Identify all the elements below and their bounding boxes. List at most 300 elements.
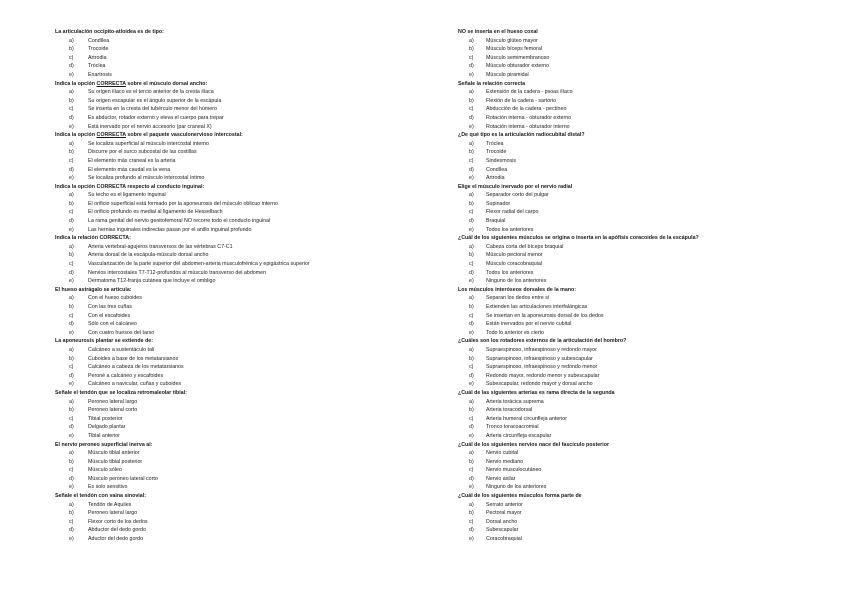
option-letter: c)	[69, 261, 74, 268]
option-letter: c)	[469, 467, 474, 474]
option-letter: e)	[69, 432, 74, 439]
option-text: Redondo mayor, redondo menor y subescapular	[486, 372, 600, 379]
option-text: Está inervado por el nervio accesorio (par craneal X)	[88, 123, 212, 130]
question-title-part: Indica la opción	[55, 80, 97, 87]
answer-option	[458, 380, 833, 389]
option-text: Cuboides a base de los metatarsianos	[88, 355, 179, 362]
option-letter: b)	[69, 200, 74, 207]
option-letter: c)	[469, 518, 474, 525]
option-letter: a)	[469, 501, 474, 508]
answer-option	[458, 277, 833, 286]
left-column	[55, 28, 415, 544]
option-text: Músculo semimembranoso	[486, 54, 550, 61]
option-text: Peroneo lateral largo	[88, 398, 138, 405]
option-text: Trocoide	[486, 149, 507, 156]
option-text: Con el escafoides	[88, 312, 131, 319]
question-title-part: Indica la opción	[55, 132, 97, 139]
option-letter: c)	[469, 209, 474, 216]
option-text: Es solo sensitivo	[88, 484, 128, 491]
question-title: La aponeurosis plantar se extiende de:	[55, 338, 154, 345]
answer-option	[55, 123, 415, 132]
option-letter: c)	[469, 312, 474, 319]
option-text: Todos los anteriores	[486, 269, 534, 276]
question-title: NO se inserta en el hueso coxal	[458, 29, 538, 35]
answer-option	[458, 251, 833, 260]
option-letter: c)	[69, 415, 74, 422]
question-title: ¿Cuál de las siguientes arterias es rama directa de la segunda	[458, 389, 615, 396]
option-text: La rama genital del nervio genitofemoral NO recorre todo el conducto inguinal	[88, 218, 271, 225]
question-title: ¿De qué tipo es la articulación radiocubital distal?	[458, 132, 585, 139]
option-letter: d)	[69, 269, 74, 276]
option-text: Abductor del dedo gordo	[88, 527, 147, 534]
answer-option	[55, 226, 415, 235]
answer-option	[458, 62, 833, 71]
option-letter: b)	[69, 97, 74, 104]
option-letter: a)	[469, 140, 474, 147]
option-letter: e)	[69, 484, 74, 491]
answer-option	[55, 208, 415, 217]
answer-option	[55, 260, 415, 269]
option-text: Peroné a calcáneo y escafoides	[88, 372, 164, 379]
option-letter: a)	[469, 37, 474, 44]
answer-option	[458, 54, 833, 63]
answer-option	[55, 97, 415, 106]
option-text: Peroneo lateral largo	[88, 510, 138, 517]
answer-option	[55, 483, 415, 492]
option-letter: d)	[69, 527, 74, 534]
option-letter: a)	[69, 89, 74, 96]
option-text: Músculo peroneo lateral corto	[88, 475, 158, 482]
option-letter: c)	[469, 157, 474, 164]
option-letter: b)	[469, 304, 474, 310]
question-title-emphasis: CORRECTA	[96, 132, 126, 139]
answer-option	[458, 45, 833, 54]
option-letter: c)	[69, 209, 74, 216]
answer-option	[55, 269, 415, 278]
answer-option	[458, 208, 833, 217]
answer-option	[55, 45, 415, 54]
option-letter: c)	[69, 467, 74, 474]
answer-option	[55, 174, 415, 183]
option-letter: a)	[69, 450, 74, 457]
option-letter: b)	[469, 46, 474, 53]
option-text: Su techo es el ligamento inguinal	[88, 192, 166, 199]
option-letter: d)	[69, 218, 74, 225]
option-letter: b)	[469, 510, 474, 517]
option-text: Tróclea	[486, 140, 504, 147]
option-text: Supraespinoso, infraespinoso y subescapular	[486, 355, 593, 362]
answer-option	[55, 380, 415, 389]
option-letter: b)	[469, 458, 474, 465]
answer-option	[458, 71, 833, 80]
option-letter: a)	[469, 89, 474, 96]
option-text: Rotación interna - obturador externo	[486, 114, 572, 121]
answer-option	[458, 294, 833, 303]
answer-option	[55, 114, 415, 123]
answer-option	[55, 398, 415, 407]
option-letter: e)	[469, 536, 474, 543]
option-text: Condílea	[486, 166, 508, 173]
answer-option	[55, 166, 415, 175]
option-letter: d)	[469, 372, 474, 379]
question-title: Indica la opción CORRECTA respecto al conducto inguinal:	[55, 183, 205, 190]
option-text: Serrato anterior	[486, 501, 523, 508]
option-text: Peroneo lateral corto	[88, 407, 138, 414]
option-text: Sólo con el calcáneo	[88, 321, 137, 328]
answer-option	[55, 423, 415, 432]
option-text: Tendón de Aquiles	[88, 501, 132, 508]
answer-option	[55, 88, 415, 97]
answer-option	[55, 432, 415, 441]
option-text: Flexión de la cadera - sartorio	[486, 97, 557, 104]
option-letter: b)	[469, 149, 474, 156]
option-text: Artrodia	[486, 175, 505, 182]
answer-option	[55, 509, 415, 518]
option-letter: e)	[469, 329, 474, 336]
option-letter: b)	[469, 407, 474, 414]
option-letter: d)	[69, 321, 74, 328]
option-text: Calcáneo a cabeza de los metatarsianos	[88, 364, 184, 371]
option-text: Arteria dorsal de la escápula-músculo dorsal ancho	[88, 252, 209, 259]
answer-option	[458, 329, 833, 338]
option-letter: e)	[469, 123, 474, 130]
answer-option	[55, 303, 415, 312]
option-text: Tróclea	[88, 63, 106, 70]
option-text: Todo lo anterior es cierto	[486, 329, 545, 336]
option-letter: a)	[69, 37, 74, 44]
option-letter: d)	[469, 424, 474, 431]
option-letter: b)	[469, 252, 474, 259]
answer-option	[55, 449, 415, 458]
option-letter: d)	[69, 63, 74, 70]
option-text: Tibial posterior	[88, 415, 123, 422]
question-title-part: sobre el músculo dorsal ancho:	[125, 80, 208, 87]
answer-option	[55, 363, 415, 372]
option-letter: d)	[69, 424, 74, 431]
option-text: Dermatoma T12-franja cutánea que incluye el ombligo	[88, 278, 216, 285]
answer-option	[458, 191, 833, 200]
question-title: La articulación occipito-atloidea es de tipo:	[55, 29, 164, 35]
option-text: Con las tres cuñas	[88, 304, 132, 310]
option-letter: b)	[69, 355, 74, 362]
option-letter: e)	[469, 71, 474, 78]
question-title: ¿Cuál de los siguientes nervios nace del fascículo posterior	[458, 441, 610, 448]
question-title: ¿Cuál de los siguientes músculos forma parte de	[458, 493, 582, 500]
option-text: Supraespinoso, infraespinoso y redondo mayor	[486, 346, 598, 353]
option-text: Tronco toracoacromial	[486, 424, 539, 431]
option-letter: e)	[69, 123, 74, 130]
answer-option	[55, 372, 415, 381]
option-text: Se localiza superficial al músculo intercostal interno	[88, 140, 210, 147]
option-letter: d)	[69, 166, 74, 173]
answer-option	[458, 243, 833, 252]
option-text: Supinador	[486, 200, 511, 207]
option-letter: e)	[69, 329, 74, 336]
answer-option	[55, 243, 415, 252]
option-letter: e)	[69, 226, 74, 233]
option-letter: b)	[69, 510, 74, 517]
option-letter: d)	[469, 218, 474, 225]
question-title: Elige el músculo inervado por el nervio radial	[458, 183, 573, 190]
question-title-emphasis: CORRECTA	[96, 80, 126, 87]
answer-option	[55, 140, 415, 149]
option-text: Músculo bíceps femoral	[486, 46, 542, 53]
answer-option	[55, 200, 415, 209]
answer-option	[458, 123, 833, 132]
question-title: Señale la relación correcta	[458, 80, 526, 87]
answer-option	[458, 217, 833, 226]
option-letter: c)	[469, 415, 474, 422]
option-letter: a)	[469, 192, 474, 199]
answer-option	[55, 355, 415, 364]
option-text: Se insertan en la aponeurosis dorsal de los dedos	[486, 312, 604, 319]
option-text: Condílea	[88, 37, 110, 44]
option-letter: e)	[469, 381, 474, 388]
question-title	[55, 80, 415, 89]
question-title: Indica la relación CORRECTA:	[55, 235, 131, 242]
question-title: El nervio peroneo superficial inerva al:	[55, 441, 153, 448]
answer-option	[55, 415, 415, 424]
answer-option	[55, 191, 415, 200]
option-letter: e)	[469, 226, 474, 233]
option-text: Músculo pectoral menor	[486, 252, 543, 259]
option-text: Artrodia	[88, 54, 107, 61]
option-letter: d)	[469, 166, 474, 173]
option-letter: e)	[69, 175, 74, 182]
answer-option	[458, 449, 833, 458]
answer-option	[458, 398, 833, 407]
answer-option	[55, 294, 415, 303]
answer-option	[55, 526, 415, 535]
option-text: Con cuatro huesos del tarso	[88, 329, 155, 336]
option-letter: e)	[469, 432, 474, 439]
answer-option	[458, 114, 833, 123]
option-text: Subescapular	[486, 527, 519, 534]
option-text: Se localiza profundo al músculo intercostal íntimo	[88, 175, 205, 182]
answer-option	[458, 372, 833, 381]
option-text: Es abductor, rotador externo y eleva el cuerpo para trepar	[88, 114, 224, 121]
option-text: Trocoide	[88, 46, 109, 53]
right-column	[458, 28, 833, 544]
answer-option	[458, 312, 833, 321]
answer-option	[458, 423, 833, 432]
option-letter: c)	[469, 364, 474, 371]
option-letter: d)	[469, 269, 474, 276]
option-text: Enartrosis	[88, 71, 112, 78]
option-text: Su origen escapular es el ángulo superior de la escápula	[88, 97, 222, 104]
option-letter: b)	[69, 304, 74, 310]
option-text: Todos los anteriores	[486, 226, 534, 233]
option-letter: d)	[469, 475, 474, 482]
option-letter: c)	[69, 54, 74, 61]
option-text: Pectoral mayor	[486, 510, 522, 517]
option-letter: a)	[69, 192, 74, 199]
answer-option	[458, 355, 833, 364]
option-letter: c)	[69, 312, 74, 319]
option-letter: b)	[69, 458, 74, 465]
option-text: Arteria circunfleja escapular	[486, 432, 552, 439]
answer-option	[458, 466, 833, 475]
option-letter: a)	[469, 346, 474, 353]
answer-option	[55, 62, 415, 71]
answer-option	[55, 346, 415, 355]
answer-option	[55, 329, 415, 338]
option-text: Extensión de la cadera - psoas ilíaco	[486, 89, 573, 96]
option-text: Músculo obturador externo	[486, 63, 550, 70]
option-letter: a)	[69, 501, 74, 508]
option-text: Coracobraquial	[486, 536, 522, 543]
option-letter: d)	[69, 372, 74, 379]
answer-option	[55, 466, 415, 475]
answer-option	[458, 140, 833, 149]
option-letter: c)	[69, 518, 74, 525]
answer-option	[458, 148, 833, 157]
answer-option	[55, 277, 415, 286]
option-text: El orificio profundo es medial al ligamento de Hesselbach	[88, 209, 223, 216]
option-text: Aductor del dedo gordo	[88, 536, 144, 543]
option-letter: e)	[469, 484, 474, 491]
answer-option	[458, 157, 833, 166]
option-letter: a)	[469, 295, 474, 302]
answer-option	[458, 37, 833, 46]
option-text: El elemento más craneal es la arteria	[88, 157, 176, 164]
option-letter: a)	[469, 450, 474, 457]
answer-option	[55, 501, 415, 510]
option-text: Discurre por el surco subcostal de las costillas	[88, 149, 197, 156]
option-text: Su origen ilíaco es el tercio anterior de la cresta ilíaca	[88, 89, 214, 96]
option-letter: c)	[469, 106, 474, 113]
answer-option	[458, 458, 833, 467]
answer-option	[55, 406, 415, 415]
option-letter: b)	[469, 200, 474, 207]
answer-option	[55, 54, 415, 63]
answer-option	[55, 312, 415, 321]
option-text: Calcáneo a navicular, cuñas y cuboides	[88, 381, 182, 388]
option-letter: c)	[469, 261, 474, 268]
answer-option	[55, 251, 415, 260]
answer-option	[458, 269, 833, 278]
answer-option	[458, 88, 833, 97]
option-text: Nervios intercostales T7-T12-profundos al músculo transverso del abdomen	[88, 269, 267, 276]
question-title-part: sobre el paquete vasculonervioso intercostal:	[125, 132, 243, 139]
answer-option	[458, 200, 833, 209]
option-letter: a)	[69, 140, 74, 147]
option-letter: e)	[69, 71, 74, 78]
option-text: Ninguno de los anteriores	[486, 484, 547, 491]
option-letter: d)	[69, 114, 74, 121]
answer-option	[55, 535, 415, 544]
option-letter: a)	[469, 398, 474, 405]
answer-option	[55, 320, 415, 329]
option-text: Están inervados por el nervio cubital	[486, 321, 572, 328]
answer-option	[458, 174, 833, 183]
option-letter: a)	[69, 398, 74, 405]
option-letter: b)	[69, 46, 74, 53]
option-text: Flexor radial del carpo	[486, 209, 539, 216]
option-text: Calcáneo a sustentáculo tali	[88, 346, 155, 353]
option-text: Dorsal ancho	[486, 518, 518, 525]
option-text: Ninguno de los anteriores	[486, 278, 547, 285]
question-title: ¿Cuáles son los rotadores externos de la articulación del hombro?	[458, 338, 627, 345]
answer-option	[458, 363, 833, 372]
answer-option	[458, 303, 833, 312]
option-letter: a)	[469, 243, 474, 250]
option-text: Supraespinoso, infraespinoso y redondo menor	[486, 364, 598, 371]
option-text: Extienden las articulaciones interfalángicas	[486, 304, 588, 310]
option-text: Separan los dedos entre sí	[486, 295, 550, 302]
answer-option	[458, 432, 833, 441]
option-text: Vascularización de la parte superior del abdomen-arteria musculofrénica y epigástrica superior	[88, 261, 310, 268]
answer-option	[55, 37, 415, 46]
answer-option	[458, 406, 833, 415]
option-letter: c)	[469, 54, 474, 61]
option-text: Músculo sóleo	[88, 467, 122, 474]
option-text: Nervio mediano	[486, 458, 524, 465]
option-letter: b)	[69, 252, 74, 259]
option-letter: e)	[69, 536, 74, 543]
option-text: Nervio axilar	[486, 475, 516, 482]
answer-option	[458, 501, 833, 510]
option-text: Las hernias inguinales indirectas pasan por el anillo inguinal profundo	[88, 226, 252, 233]
option-letter: c)	[69, 106, 74, 113]
option-text: Músculo tibial posterior	[88, 458, 143, 465]
option-text: Nervio musculocutáneo	[486, 467, 542, 474]
option-text: Cabeza corta del bíceps braquial	[486, 243, 564, 250]
answer-option	[55, 105, 415, 114]
option-text: Arteria humeral circunfleja anterior	[486, 415, 567, 422]
option-text: Músculo tibial anterior	[88, 450, 140, 457]
option-letter: b)	[469, 355, 474, 362]
option-text: El elemento más caudal es la vena	[88, 166, 171, 173]
answer-option	[458, 535, 833, 544]
answer-option	[55, 217, 415, 226]
option-letter: e)	[69, 381, 74, 388]
answer-option	[458, 483, 833, 492]
answer-option	[458, 105, 833, 114]
option-text: Arteria vertebral-agujeros transversos de las vértebras C7-C1	[88, 243, 233, 250]
answer-option	[55, 518, 415, 527]
question-title: El hueso astrágalo se articula:	[55, 286, 132, 293]
option-text: Tibial anterior	[88, 432, 120, 439]
option-text: Rotación interna - obturador interno	[486, 123, 570, 130]
option-text: Nervio cubital	[486, 450, 519, 457]
option-text: Subescapular, redondo mayor y dorsal ancho	[486, 381, 593, 388]
answer-option	[458, 226, 833, 235]
option-letter: d)	[469, 527, 474, 534]
option-text: Arteria torácica suprema	[486, 398, 544, 405]
answer-option	[55, 458, 415, 467]
option-text: Músculo coracobraquial	[486, 261, 542, 268]
answer-option	[55, 148, 415, 157]
option-text: Arteria toracodorsal	[486, 407, 533, 414]
question-title: ¿Cuál de los siguientes músculos se origina o inserta en la apófisis coracoides de la escápula?	[458, 235, 699, 242]
answer-option	[458, 475, 833, 484]
option-text: Músculo piramidal	[486, 71, 529, 78]
option-text: Braquial	[486, 218, 506, 225]
option-text: Separador corto del pulgar	[486, 192, 549, 199]
answer-option	[458, 97, 833, 106]
question-title	[55, 131, 415, 140]
option-letter: a)	[69, 243, 74, 250]
option-text: Abducción de la cadera - pectíneo	[486, 106, 567, 113]
option-letter: b)	[469, 97, 474, 104]
answer-option	[458, 320, 833, 329]
option-text: Con el hueso cuboides	[88, 295, 142, 302]
answer-option	[55, 475, 415, 484]
option-letter: b)	[69, 407, 74, 414]
option-letter: e)	[469, 175, 474, 182]
option-letter: c)	[69, 364, 74, 371]
